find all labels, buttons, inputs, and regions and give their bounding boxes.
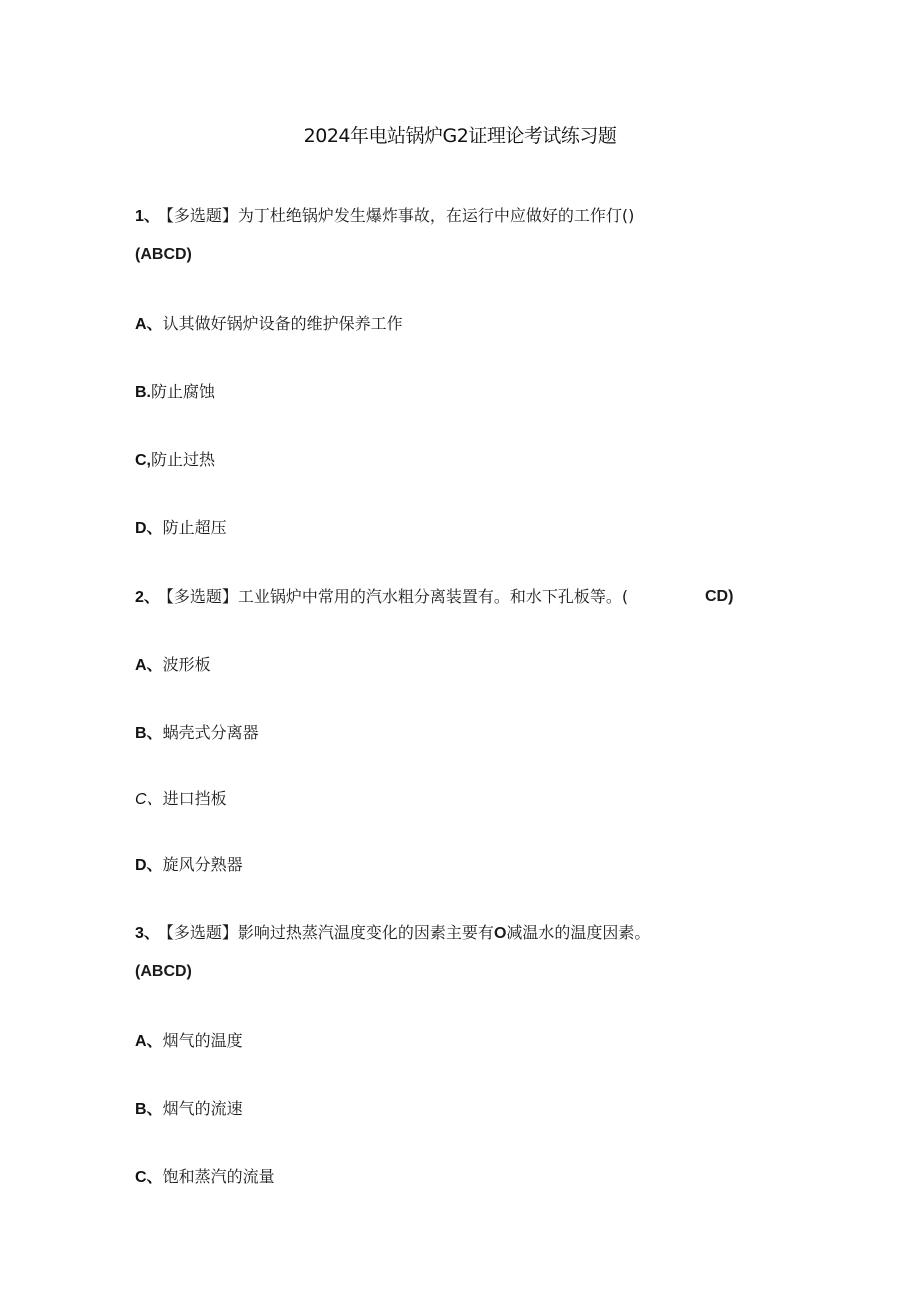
option-text: 防止腐蚀 [151, 382, 216, 401]
question-2-number: 2、 [135, 589, 160, 606]
question-2-stem-line [135, 586, 628, 609]
question-3-type: 【多选题】 [165, 923, 238, 942]
option-label: C、 [135, 791, 163, 808]
question-2-option-b [135, 722, 259, 745]
question-1-option-d [135, 517, 227, 540]
question-3-stem-part2: 减温水的温度因素。 [506, 923, 651, 942]
option-label: B、 [135, 725, 163, 742]
option-text: 波形板 [162, 655, 211, 674]
question-3-stem-line [135, 922, 650, 945]
option-text: 饱和蒸汽的流量 [162, 1167, 275, 1186]
option-label: B、 [135, 1101, 163, 1118]
question-3-option-a [135, 1030, 243, 1053]
question-1-answer: (ABCD) [135, 246, 192, 263]
option-text: 烟气的流速 [162, 1099, 243, 1118]
option-label: D、 [135, 520, 163, 537]
option-text: 防止过热 [151, 450, 216, 469]
question-2-option-a [135, 654, 211, 677]
question-1-stem-line [135, 205, 634, 228]
option-text: 进口挡板 [162, 789, 227, 808]
option-text: 认其做好锅炉设备的维护保养工作 [162, 314, 403, 333]
question-2-option-d [135, 854, 243, 877]
question-2-type: 【多选题】 [165, 587, 238, 606]
option-label: A、 [135, 657, 163, 674]
question-3-number: 3、 [135, 925, 160, 942]
question-1-option-c [135, 449, 215, 472]
question-2-answer: CD) [705, 588, 734, 605]
option-label: C、 [135, 1169, 163, 1186]
question-3-answer: (ABCD) [135, 963, 192, 980]
question-2-stem: 工业锅炉中常用的汽水粗分离装置有。和水下孔板等。( [237, 587, 629, 606]
question-1-type: 【多选题】 [165, 206, 238, 225]
question-3-option-b [135, 1098, 243, 1121]
option-text: 旋风分熟器 [162, 855, 243, 874]
question-3-stem-part1: 影响过热蒸汽温度变化的因素主要有 [237, 923, 494, 942]
question-1-option-a [135, 313, 403, 336]
option-label: B. [135, 384, 151, 401]
question-1-stem: 为丁杜绝锅炉发生爆炸事故，在运行中应做好的工作仃() [237, 206, 635, 225]
option-label: D、 [135, 857, 163, 874]
option-label: A、 [135, 1033, 163, 1050]
question-1-option-b [135, 381, 215, 404]
option-label: C, [135, 452, 151, 469]
question-1-number: 1、 [135, 208, 160, 225]
option-text: 防止超压 [162, 518, 227, 537]
document-title: 2024年电站锅炉G2证理论考试练习题 [303, 125, 617, 147]
question-3-stem-o: O [493, 925, 507, 942]
option-text: 蜗壳式分离器 [162, 723, 259, 742]
option-text: 烟气的温度 [162, 1031, 243, 1050]
option-label: A、 [135, 316, 163, 333]
question-2-option-c [135, 788, 227, 811]
question-3-option-c [135, 1166, 275, 1189]
